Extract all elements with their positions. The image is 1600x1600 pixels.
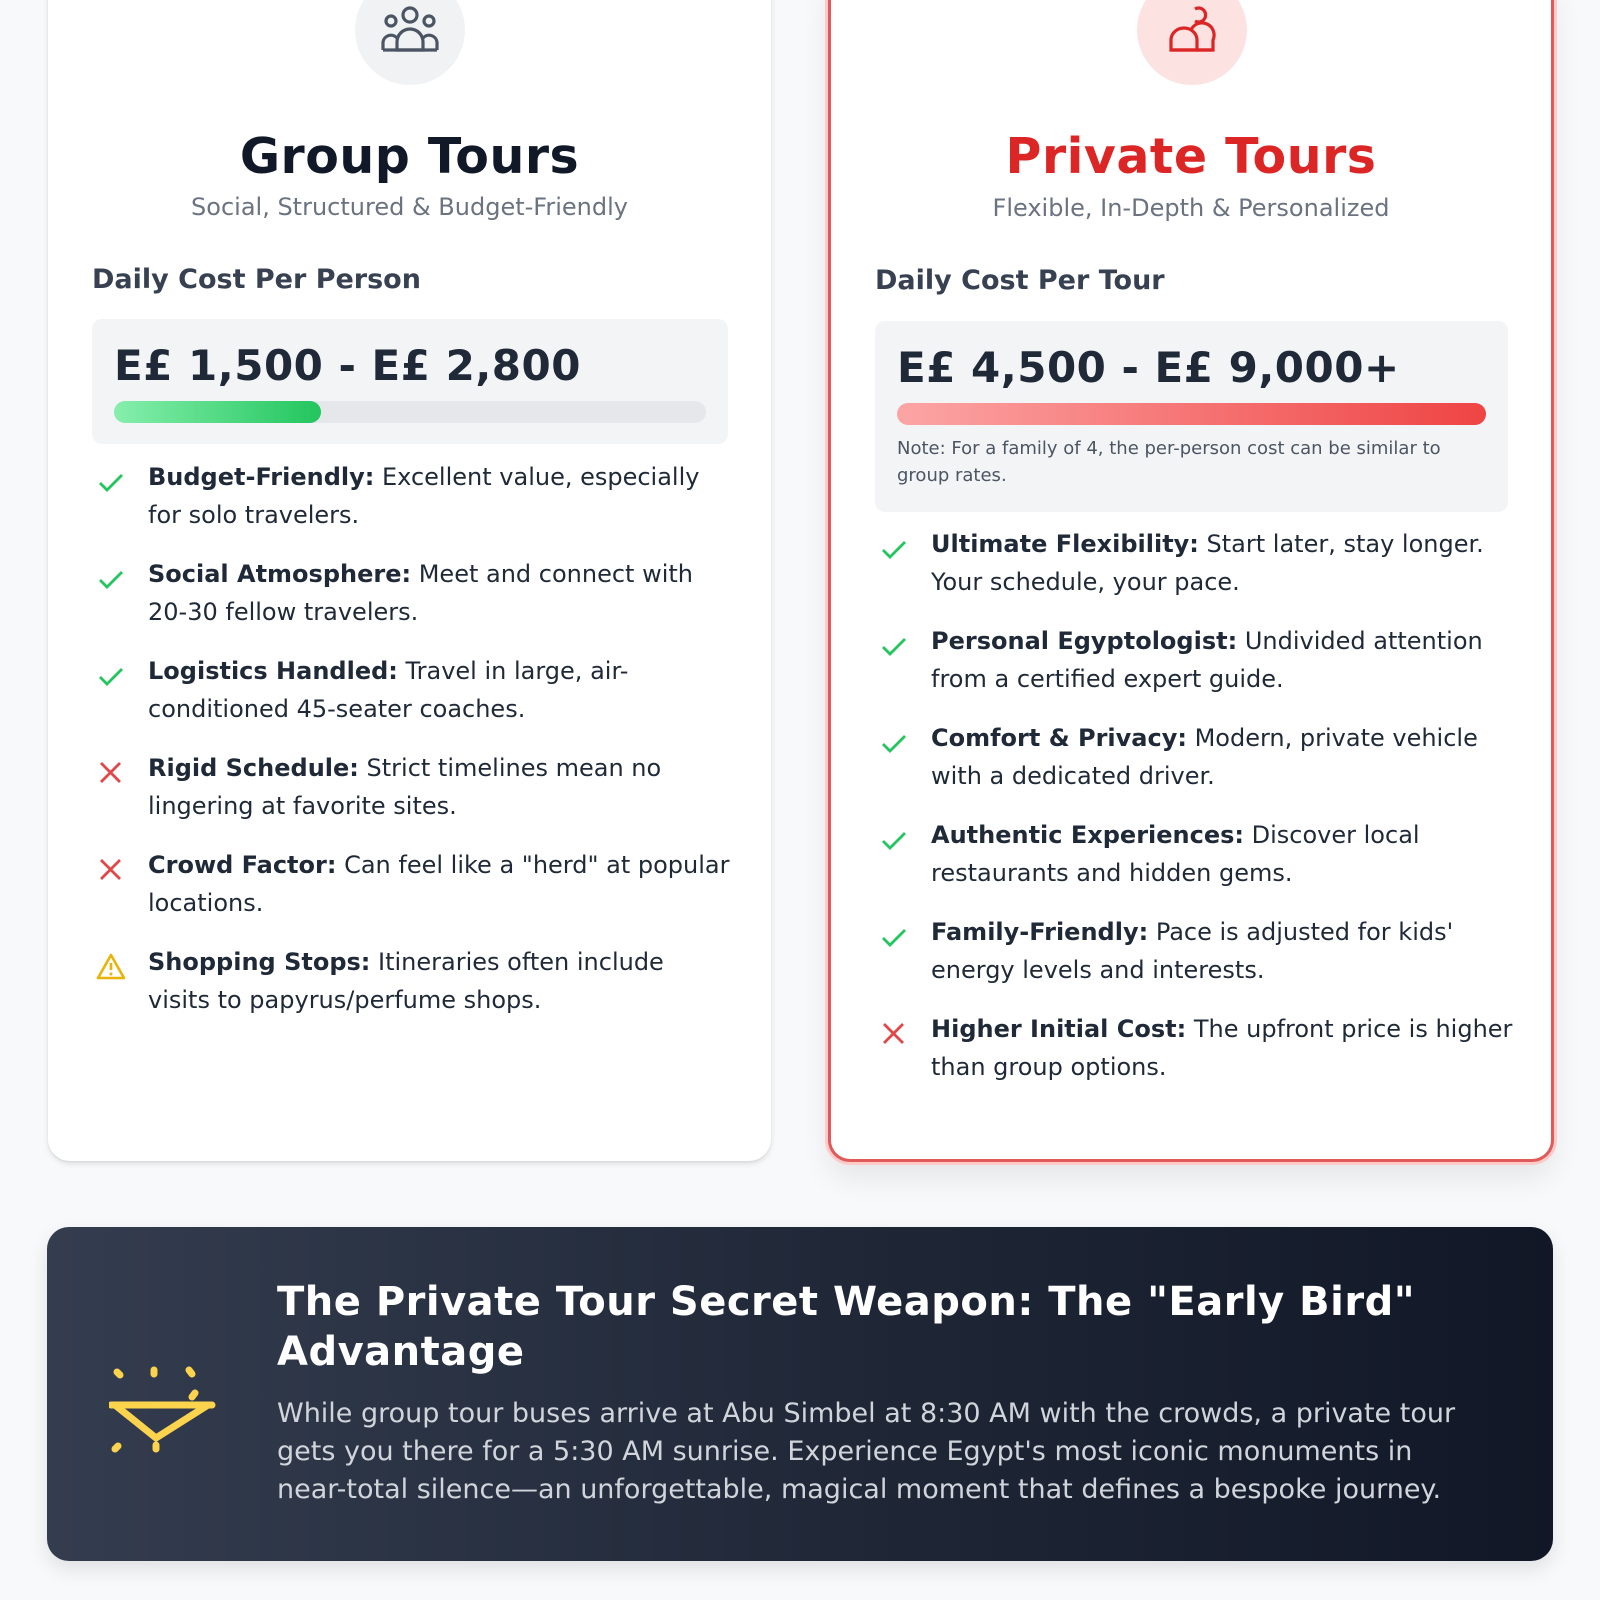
check-icon [879, 825, 909, 855]
group-icon-badge [355, 0, 465, 85]
feature-title: Shopping Stops: [148, 948, 371, 976]
feature-title: Ultimate Flexibility: [931, 530, 1199, 558]
banner-title: The Private Tour Secret Weapon: The "Early Bird" Advantage [277, 1279, 1416, 1375]
feature-title: Comfort & Privacy: [931, 724, 1187, 752]
group-tours-subtitle: Social, Structured & Budget-Friendly [191, 193, 628, 221]
private-tours-card [828, 0, 1554, 1162]
feature-item [92, 943, 732, 1019]
feature-item [875, 816, 1515, 892]
user-private-icon [1163, 4, 1221, 56]
feature-text: Pace is adjusted for kids' energy levels and interests. [931, 918, 1454, 984]
feature-item [875, 622, 1515, 698]
feature-title: Family-Friendly: [931, 918, 1149, 946]
feature-text: Meet and connect with 20-30 fellow travelers. [148, 560, 693, 626]
x-icon [879, 1019, 909, 1049]
feature-title: Budget-Friendly: [148, 463, 375, 491]
feature-title: Rigid Schedule: [148, 754, 359, 782]
check-icon [96, 467, 126, 497]
private-price-box [875, 321, 1508, 512]
x-icon [96, 758, 126, 788]
feature-item [92, 555, 732, 631]
feature-title: Higher Initial Cost: [931, 1015, 1187, 1043]
private-icon-badge [1137, 0, 1247, 85]
feature-item [875, 1010, 1515, 1086]
feature-item [875, 719, 1515, 795]
check-icon [879, 534, 909, 564]
feature-text: Strict timelines mean no lingering at favorite sites. [148, 754, 662, 820]
check-icon [96, 661, 126, 691]
feature-item [92, 749, 732, 825]
feature-item [875, 913, 1515, 989]
feature-text: Discover local restaurants and hidden gems. [931, 821, 1420, 887]
group-feature-list [92, 458, 732, 1040]
feature-item [875, 525, 1515, 601]
feature-text: Undivided attention from a certified expert guide. [931, 627, 1483, 693]
feature-text: Can feel like a "herd" at popular locations. [148, 851, 730, 917]
group-tours-card [48, 0, 771, 1161]
private-cost-bar [897, 403, 1486, 425]
x-icon [96, 855, 126, 885]
private-tours-subtitle: Flexible, In-Depth & Personalized [992, 194, 1390, 222]
feature-item [92, 846, 732, 922]
feature-item [92, 652, 732, 728]
group-tours-title: Group Tours [239, 128, 580, 185]
private-cost-bar-fill [897, 403, 1486, 425]
private-cost-label: Daily Cost Per Tour [875, 265, 1165, 296]
feature-text: The upfront price is higher than group options. [931, 1015, 1513, 1081]
feature-title: Personal Egyptologist: [931, 627, 1238, 655]
check-icon [96, 564, 126, 594]
group-cost-bar [114, 401, 706, 423]
check-icon [879, 922, 909, 952]
feature-text: Start later, stay longer. Your schedule, your pace. [931, 530, 1484, 596]
feature-text: Excellent value, especially for solo travelers. [148, 463, 700, 529]
warning-icon [96, 952, 126, 982]
feature-title: Authentic Experiences: [931, 821, 1245, 849]
check-icon [879, 631, 909, 661]
users-group-icon [379, 4, 441, 56]
group-cost-bar-fill [114, 401, 321, 423]
check-icon [879, 728, 909, 758]
feature-title: Logistics Handled: [148, 657, 398, 685]
private-price-range: E£ 4,500 - E£ 9,000+ [897, 343, 1400, 392]
group-price-box [92, 319, 728, 444]
private-feature-list [875, 525, 1515, 1107]
group-price-range: E£ 1,500 - E£ 2,800 [114, 341, 581, 390]
sunrise-icon [109, 1337, 219, 1457]
private-price-note: Note: For a family of 4, the per-person cost can be similar to group rates. [897, 438, 1441, 486]
feature-text: Itineraries often include visits to papyrus/perfume shops. [148, 948, 664, 1014]
feature-item [92, 458, 732, 534]
private-tours-title: Private Tours [1005, 128, 1377, 185]
feature-title: Social Atmosphere: [148, 560, 412, 588]
feature-text: Modern, private vehicle with a dedicated driver. [931, 724, 1478, 790]
feature-text: Travel in large, air-conditioned 45-seater coaches. [148, 657, 629, 723]
early-bird-banner [47, 1227, 1553, 1561]
group-cost-label: Daily Cost Per Person [92, 264, 421, 295]
banner-text: While group tour buses arrive at Abu Simbel at 8:30 AM with the crowds, a private tour gets you there for a 5:30 AM sunrise. Experience Egypt's most iconic monuments in near-total silence—an unforgettable, magical moment that defines a bespoke journey. [277, 1398, 1456, 1505]
feature-title: Crowd Factor: [148, 851, 337, 879]
